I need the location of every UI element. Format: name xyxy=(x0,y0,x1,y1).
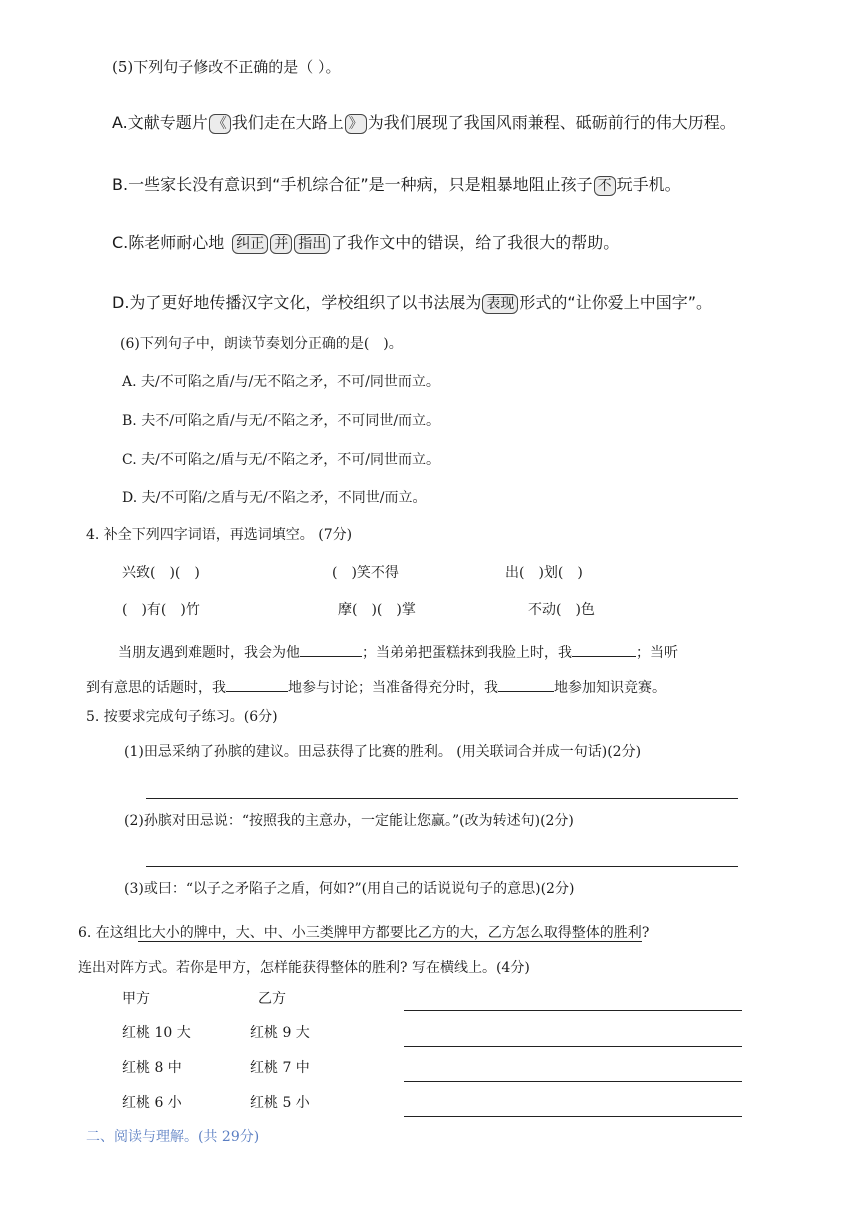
option-a xyxy=(112,110,736,134)
sentence-task-2: (2)孙膑对田忌说：“按照我的主意办，一定能让您赢。”(改为转述句)(2分) xyxy=(124,813,574,829)
answer-line-2[interactable] xyxy=(146,866,738,867)
option-a-text: A.文献专题片 xyxy=(112,113,208,132)
side-b-card-3[interactable]: 红桃 5 小 xyxy=(250,1095,310,1111)
fill-text-6: 地参加知识竞赛。 xyxy=(554,680,666,696)
option-a-title-text: 我们走在大路上 xyxy=(231,113,344,132)
blank-3[interactable] xyxy=(226,677,288,692)
option-c xyxy=(112,230,619,254)
answer-line-1[interactable] xyxy=(146,798,738,799)
idiom-2: ( )笑不得 xyxy=(332,565,399,581)
question-6b-line-2: 连出对阵方式。若你是甲方，怎样能获得整体的胜利? 写在横线上。(4分) xyxy=(78,960,530,976)
side-b-heading: 乙方 xyxy=(258,991,286,1007)
side-a-card-3[interactable]: 红桃 6 小 xyxy=(122,1095,182,1111)
idiom-4: ( )有( )竹 xyxy=(122,602,200,618)
side-a-heading: 甲方 xyxy=(122,991,150,1007)
proof-mark-delete: 不 xyxy=(594,176,616,196)
proof-mark-word-3: 指出 xyxy=(294,234,330,254)
answer-line-3[interactable] xyxy=(404,1010,742,1011)
fill-paragraph-line-1 xyxy=(118,642,678,662)
rhythm-option-c: C. 夫/不可陷之/盾与无/不陷之矛，不可/同世而立。 xyxy=(122,452,440,468)
option-c-text: C.陈老师耐心地 xyxy=(112,233,225,252)
option-b-rest: 玩手机。 xyxy=(616,175,681,194)
option-b-text: B.一些家长没有意识到“手机综合征”是一种病，只是粗暴地阻止孩子 xyxy=(112,175,593,194)
proof-mark-word-2: 并 xyxy=(270,234,292,254)
question-6b-title xyxy=(78,922,649,942)
side-b-card-2[interactable]: 红桃 7 中 xyxy=(250,1060,310,1076)
question-6-title: (6)下列句子中，朗读节奏划分正确的是( )。 xyxy=(120,336,403,352)
blank-4[interactable] xyxy=(498,677,554,692)
fill-text-4: 到有意思的话题时，我 xyxy=(86,680,226,696)
rhythm-option-d: D. 夫/不可陷/之盾与无/不陷之矛，不同世/而立。 xyxy=(122,490,427,506)
option-d-rest: 形式的“让你爱上中国字”。 xyxy=(519,293,713,312)
blank-2[interactable] xyxy=(572,642,636,657)
fill-text-2: ；当弟弟把蛋糕抹到我脸上时，我 xyxy=(362,645,572,661)
side-a-card-1[interactable]: 红桃 10 大 xyxy=(122,1025,191,1041)
option-d-text: D.为了更好地传播汉字文化，学校组织了以书法展为 xyxy=(112,293,482,312)
fill-paragraph-line-2 xyxy=(86,677,666,697)
proof-mark-open: 《 xyxy=(209,114,231,134)
question-5-title: (5)下列句子修改不正确的是（ ）。 xyxy=(112,58,341,76)
idiom-3: 出( )划( ) xyxy=(505,565,583,581)
answer-line-6[interactable] xyxy=(404,1116,742,1117)
answer-line-4[interactable] xyxy=(404,1046,742,1047)
fill-text-3: ；当听 xyxy=(636,645,678,661)
option-d xyxy=(112,290,712,314)
idiom-1: 兴致( )( ) xyxy=(122,565,200,581)
sentence-task-3: (3)或曰：“以子之矛陷子之盾，何如?”(用自己的话说说句子的意思)(2分) xyxy=(124,881,575,897)
side-b-card-1[interactable]: 红桃 9 大 xyxy=(250,1025,310,1041)
rhythm-option-a: A. 夫/不可陷之盾/与/无不陷之矛，不可/同世而立。 xyxy=(122,374,440,390)
idiom-6: 不动( )色 xyxy=(528,602,595,618)
q6b-end: ? xyxy=(641,925,650,941)
fill-text-1: 当朋友遇到难题时，我会为他 xyxy=(118,645,300,661)
side-a-card-2[interactable]: 红桃 8 中 xyxy=(122,1060,182,1076)
section-2-heading: 二、阅读与理解。(共 29分) xyxy=(86,1129,260,1145)
question-5b-title: 5. 按要求完成句子练习。(6分) xyxy=(86,709,278,725)
fill-text-5: 地参与讨论；当准备得充分时，我 xyxy=(288,680,498,696)
sentence-task-1: (1)田忌采纳了孙膑的建议。田忌获得了比赛的胜利。 (用关联词合并成一句话)(2分) xyxy=(124,744,642,760)
idiom-5: 摩( )( )掌 xyxy=(338,602,416,618)
option-a-rest: 为我们展现了我国风雨兼程、砥砺前行的伟大历程。 xyxy=(367,113,736,132)
proof-mark-replace: 表现 xyxy=(482,294,518,314)
q6b-underlined-text: 比大小的牌中，大、中、小三类牌甲方都要比乙方的大，乙方怎么取得整体的胜利 xyxy=(137,925,642,941)
option-b xyxy=(112,172,681,196)
proof-mark-word-1: 纠正 xyxy=(232,234,268,254)
blank-1[interactable] xyxy=(300,642,362,657)
answer-line-5[interactable] xyxy=(404,1081,742,1082)
rhythm-option-b: B. 夫不/可陷之盾/与无/不陷之矛，不可同世/而立。 xyxy=(122,413,441,429)
option-c-rest: 了我作文中的错误，给了我很大的帮助。 xyxy=(331,233,620,252)
question-4-title: 4. 补全下列四字词语，再选词填空。 (7分) xyxy=(86,527,353,543)
proof-mark-close: 》 xyxy=(345,114,367,134)
q6b-number: 6. 在这组 xyxy=(78,925,138,941)
